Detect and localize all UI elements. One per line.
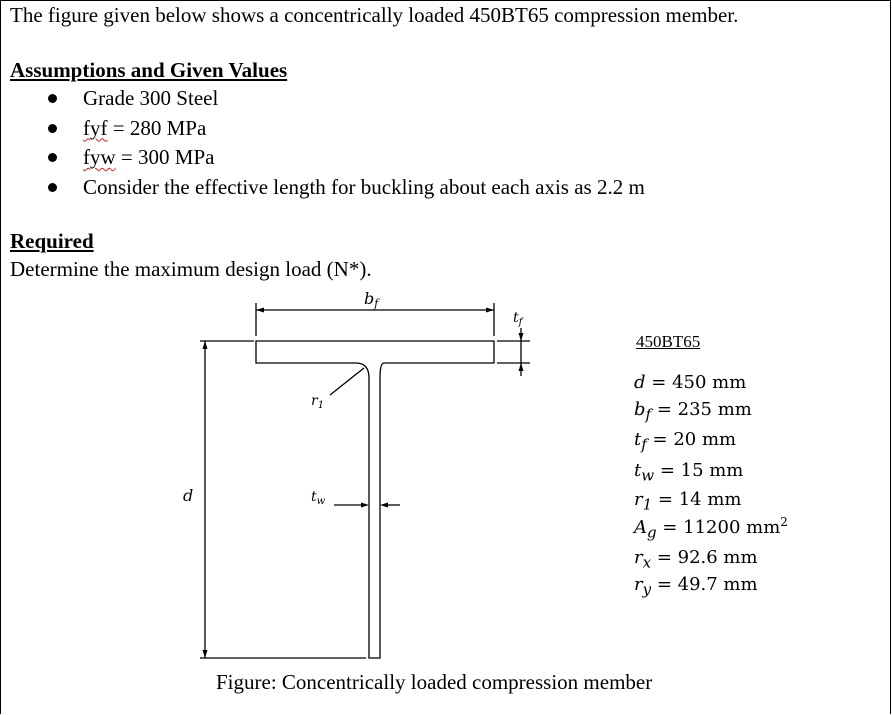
arrowhead [203,650,208,658]
task-text: Determine the maximum design load (N*). [10,257,372,281]
tf-label: $t_f$ [513,310,523,328]
figure-caption: Figure: Concentrically loaded compression member [216,670,653,694]
property-row: $r_y = 49.7$ mm [634,574,758,599]
property-row: d = 450 mm [634,372,747,393]
property-row: $b_f = 235$ mm [634,399,752,424]
property-row: $r_1 = 14$ mm [634,489,742,514]
tee-section-outline [256,341,494,658]
property-row: $A_g = 11200$ $mm^2$ [634,515,788,542]
assumptions-heading: Assumptions and Given Values [10,58,288,82]
arrowhead [203,341,208,349]
assumption-value: = 300 MPa [115,145,215,169]
required-heading: Required [10,229,94,253]
bf-label: bf [364,289,379,310]
arrowhead [361,503,369,508]
arrowhead [519,363,524,371]
assumption-text: Consider the effective length for buckling about each axis as 2.2 m [83,174,645,199]
tw-label: $t_w$ [311,489,326,507]
section-name: 450BT65 [636,332,701,351]
r1-label: $r_1$ [311,393,325,411]
arrowhead [486,308,494,313]
property-row: $r_x = 92.6$ mm [634,547,758,572]
assumption-text: Grade 300 Steel [83,86,219,110]
arrowhead [256,308,264,313]
property-row: $t_f = 20$ mm [634,429,737,454]
property-row: $t_w = 15$ mm [634,460,744,485]
arrowhead [380,503,388,508]
assumption-symbol: fyw [83,145,116,169]
d-label: d [183,486,194,505]
r1-leader [330,368,364,395]
assumption-symbol: fyf [83,115,108,140]
problem-intro: The figure given below shows a concentrically loaded 450BT65 compression member. [10,3,739,27]
assumption-value: = 280 MPa [107,115,207,140]
arrowhead [519,333,524,341]
